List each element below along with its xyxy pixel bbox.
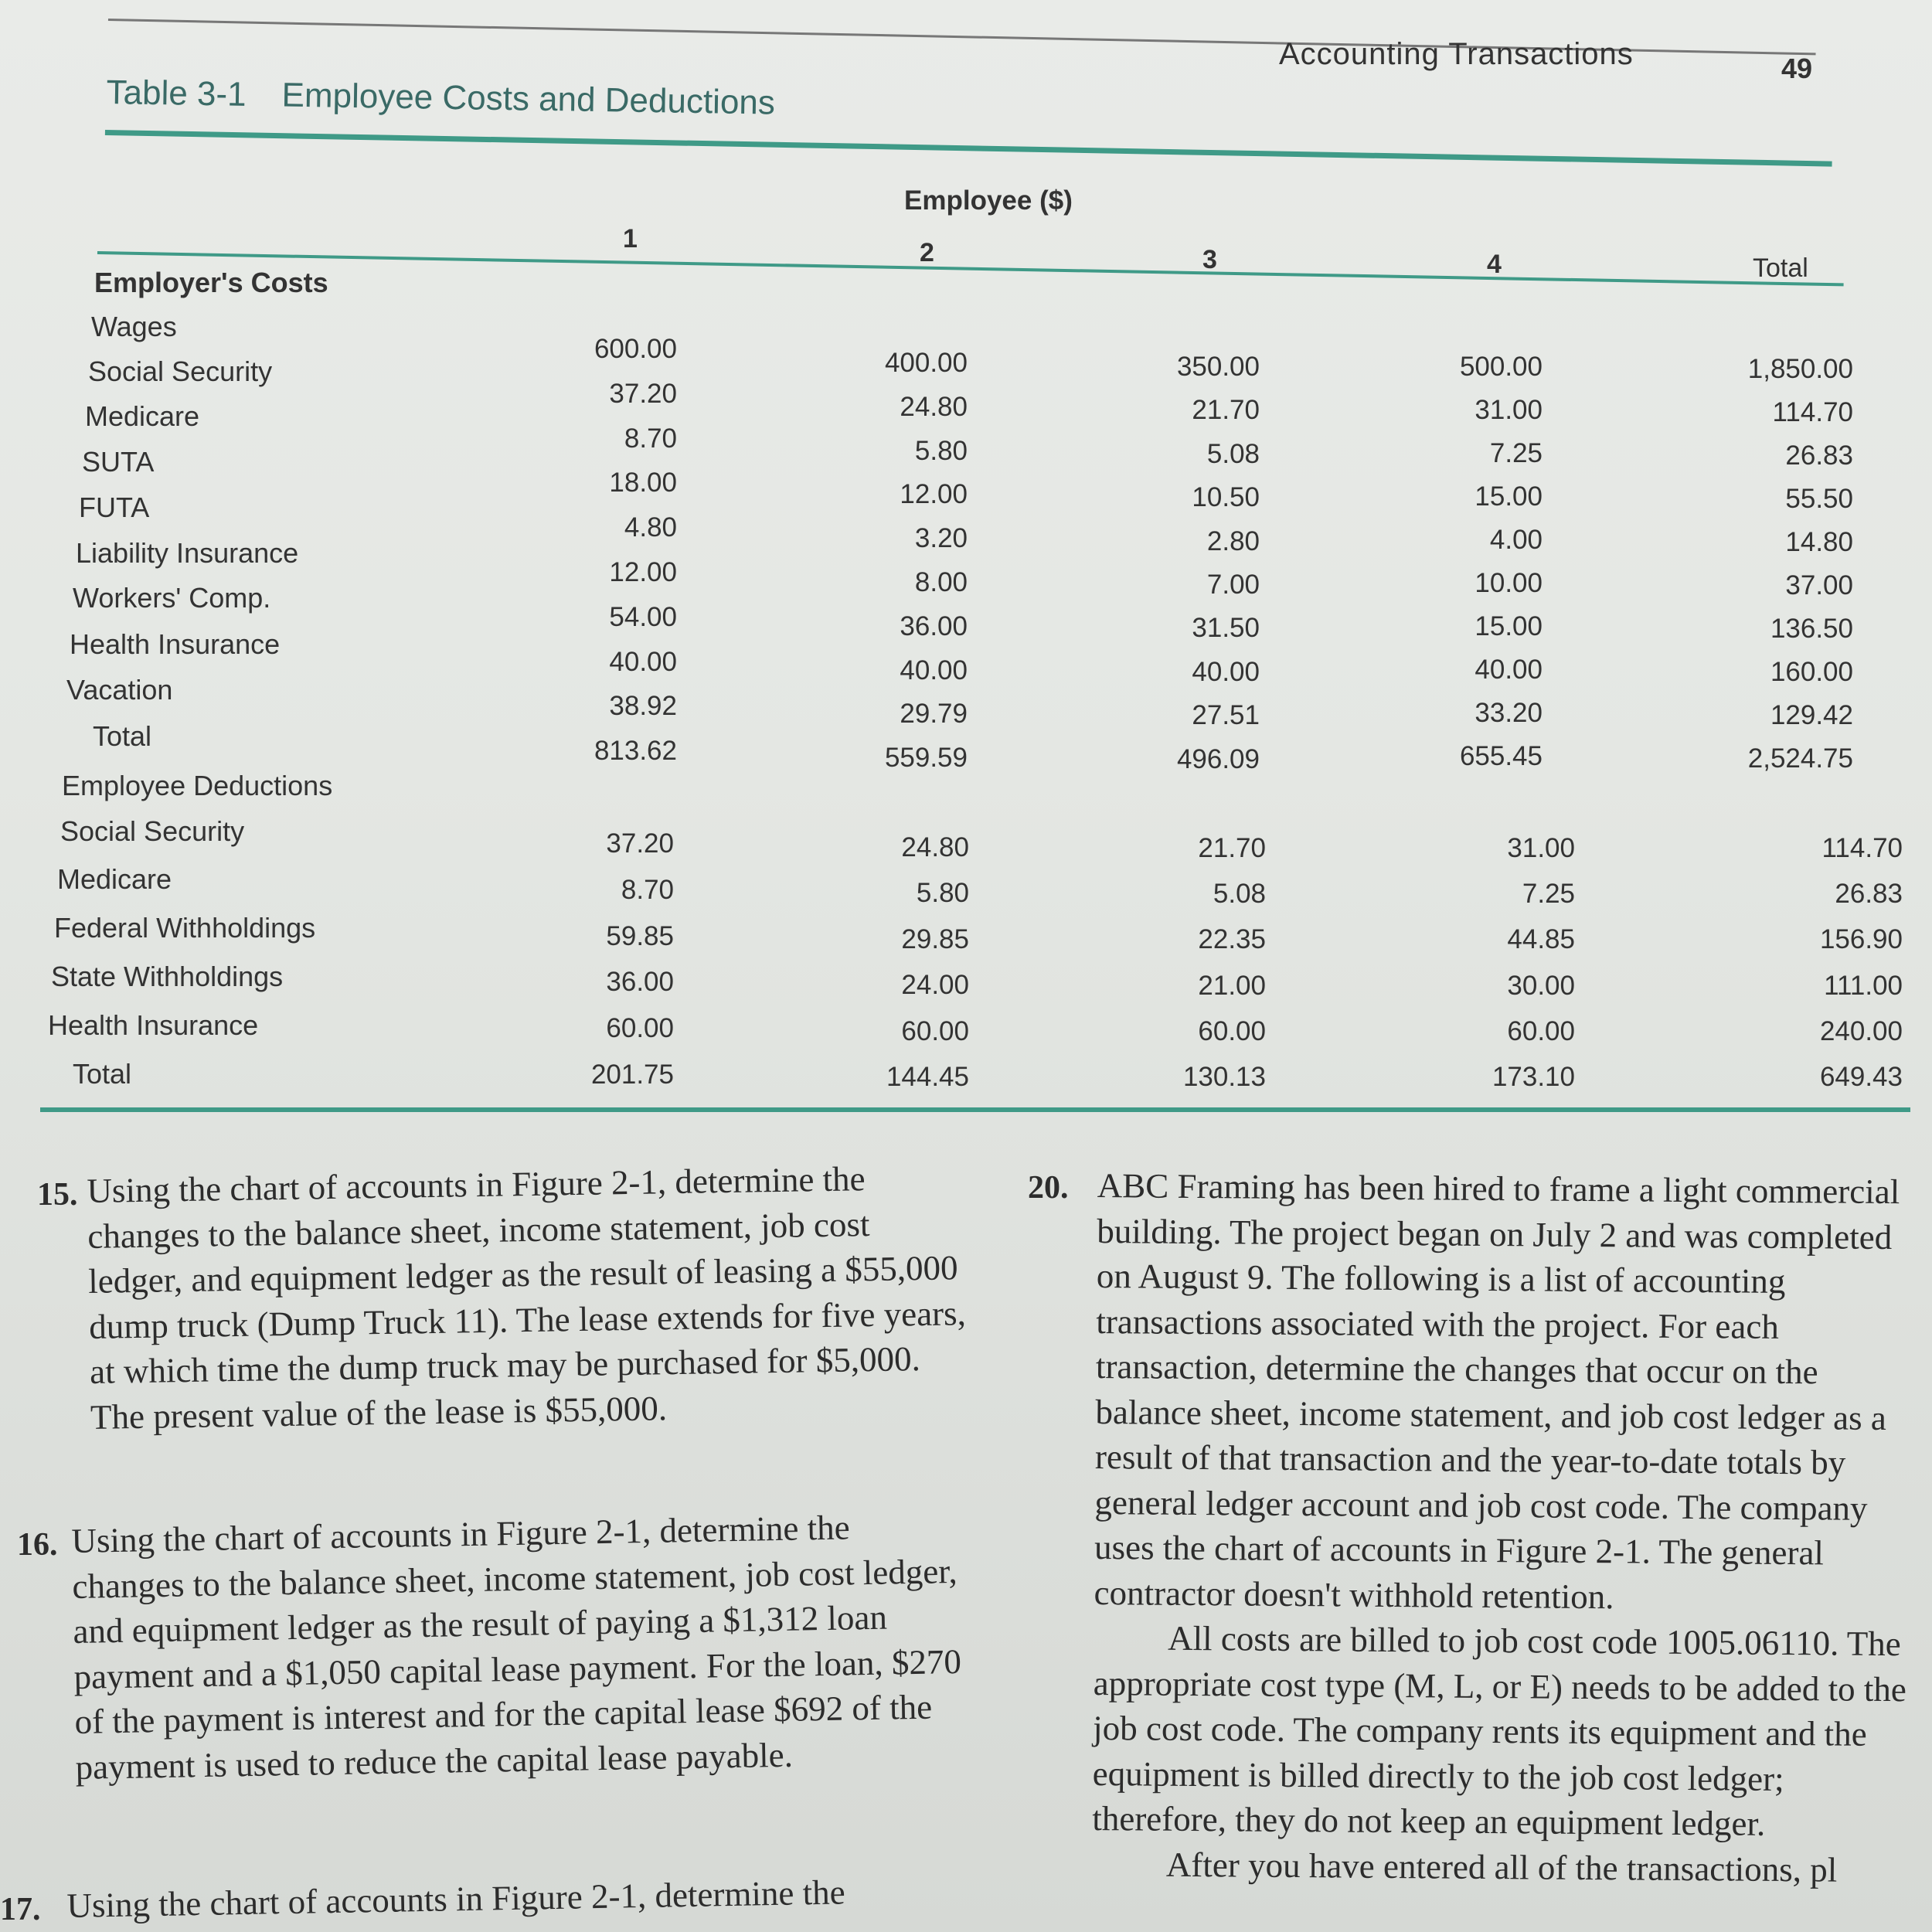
employer-costs-row-label-workers-comp: Workers' Comp. [73,582,271,614]
employee-deductions-cell-health-insurance-col-4: 60.00 [1507,1016,1575,1046]
column-header-rule [97,251,1844,286]
employer-costs-cell-health-insurance-col-2: 40.00 [900,655,968,685]
employer-costs-cell-medicare-col-total: 26.83 [1785,440,1853,471]
employer-costs-cell-vacation-col-3: 27.51 [1192,700,1260,730]
employer-costs-cell-liability-insurance-col-total: 37.00 [1785,570,1853,600]
employee-deductions-cell-state-withholdings-col-2: 24.00 [901,970,969,1000]
employer-costs-cell-medicare-col-1: 8.70 [624,423,677,454]
employee-deductions-cell-medicare-col-1: 8.70 [621,875,674,905]
employer-costs-row-label-suta: SUTA [82,446,155,478]
employer-costs-cell-suta-col-4: 15.00 [1475,481,1543,512]
employer-costs-cell-vacation-col-4: 33.20 [1475,698,1543,728]
employee-deductions-cell-medicare-col-total: 26.83 [1835,879,1903,909]
employee-deductions-row-label-total: Total [73,1058,132,1090]
exercise-20-number: 20. [1028,1170,1069,1206]
employer-costs-cell-wages-col-1: 600.00 [594,334,677,364]
employer-costs-cell-futa-col-2: 3.20 [914,523,968,553]
column-header-3: 3 [1202,245,1217,274]
employee-deductions-cell-total-col-2: 144.45 [886,1062,969,1092]
employee-deductions-cell-federal-withholdings-col-2: 29.85 [901,924,969,954]
exercise-17-text: Using the chart of accounts in Figure 2-1, determine the [66,1872,846,1925]
employee-deductions-cell-federal-withholdings-col-4: 44.85 [1507,924,1575,954]
employee-deductions-cell-health-insurance-col-2: 60.00 [901,1016,969,1046]
employer-costs-cell-suta-col-2: 12.00 [900,479,968,509]
column-header-1: 1 [623,224,638,253]
employer-costs-cell-wages-col-total: 1,850.00 [1747,354,1853,384]
page-number: 49 [1781,53,1813,84]
employee-deductions-cell-medicare-col-2: 5.80 [916,878,969,908]
employee-group-header: Employee ($) [904,185,1073,216]
exercise-17 [66,1868,971,1929]
employee-deductions-cell-social-security-col-total: 114.70 [1821,833,1903,863]
employee-deductions-cell-medicare-col-3: 5.08 [1213,879,1266,909]
running-header-title: Accounting Transactions [1279,37,1634,71]
employer-costs-row-label-futa: FUTA [79,492,150,523]
employer-costs-cell-futa-col-1: 4.80 [624,512,677,543]
employee-deductions-cell-health-insurance-col-3: 60.00 [1198,1016,1266,1046]
employer-costs-cell-wages-col-2: 400.00 [884,348,968,378]
exercise-20-paragraph-3: After you have entered all of the transactions, pl [1165,1845,1838,1889]
employer-costs-cell-medicare-col-4: 7.25 [1489,438,1543,468]
column-header-2: 2 [920,238,934,267]
employee-deductions-cell-total-col-total: 649.43 [1819,1062,1903,1092]
employee-deductions-cell-health-insurance-col-1: 60.00 [606,1013,674,1043]
table-caption-title: Employee Costs and Deductions [281,76,776,122]
employer-costs-cell-wages-col-4: 500.00 [1459,352,1543,382]
section-title-employer-costs: Employer's Costs [94,267,328,298]
employer-costs-cell-futa-col-3: 2.80 [1206,526,1260,556]
employer-costs-cell-social-security-col-3: 21.70 [1192,395,1260,425]
column-header-total: Total [1753,253,1808,283]
employee-deductions-cell-social-security-col-3: 21.70 [1198,833,1266,863]
employer-costs-cell-health-insurance-col-3: 40.00 [1192,657,1260,687]
employee-deductions-row-label-social-security: Social Security [60,815,245,847]
employer-costs-cell-suta-col-1: 18.00 [609,468,677,498]
employer-costs-cell-total-col-2: 559.59 [884,743,968,773]
employee-deductions-row-label-medicare: Medicare [57,863,172,895]
employer-costs-row-label-health-insurance: Health Insurance [70,628,281,660]
exercise-17-number: 17. [0,1892,41,1927]
exercise-16 [71,1503,972,1790]
employer-costs-cell-workers-comp-col-total: 136.50 [1770,614,1853,644]
exercise-16-number: 16. [17,1527,58,1563]
employer-costs-cell-social-security-col-2: 24.80 [900,392,968,422]
caption-rule [105,130,1832,167]
exercise-20 [1092,1163,1928,1893]
employer-costs-cell-workers-comp-col-1: 54.00 [609,602,677,632]
table-caption-number: Table 3-1 [106,73,247,114]
employer-costs-cell-futa-col-total: 14.80 [1785,527,1853,557]
employer-costs-cell-liability-insurance-col-1: 12.00 [609,557,677,587]
table-bottom-rule [40,1107,1910,1112]
table-caption [106,73,775,123]
employer-costs-cell-futa-col-4: 4.00 [1489,525,1543,555]
exercise-20-paragraph-1: ABC Framing has been hired to frame a light commercial building. The project began on July 2 and was completed on August 9. The following is a list of accounting transactions associated with the project. For each transaction, determine the changes that occur on the balance sheet, income statement, and job cost ledger as a result of that transaction and the year-to-date totals by general ledger account and job cost code. The company uses the chart of accounts in Figure 2-1. The general contractor doesn't withhold retention. [1094,1165,1900,1616]
employer-costs-cell-health-insurance-col-4: 40.00 [1475,655,1543,685]
employer-costs-cell-workers-comp-col-2: 36.00 [900,611,968,641]
employee-deductions-row-label-health-insurance: Health Insurance [48,1009,259,1041]
employer-costs-cell-total-col-4: 655.45 [1459,741,1543,771]
column-header-4: 4 [1487,250,1502,279]
employer-costs-cell-vacation-col-total: 129.42 [1770,700,1853,730]
employee-deductions-row-label-federal-withholdings: Federal Withholdings [54,912,316,944]
employer-costs-cell-liability-insurance-col-3: 7.00 [1206,570,1260,600]
exercise-15 [87,1155,970,1440]
exercise-16-text: Using the chart of accounts in Figure 2-1, determine the changes to the balance sheet, income statement, job cost ledger, and equipment ledger as the result of paying a $1,312 loan payment and a $1,050 capital lease payment. For the loan, $270 of the payment is interest and for the capital lease $692 of the payment is used to reduce the capital lease payable. [71,1508,962,1787]
employer-costs-cell-social-security-col-total: 114.70 [1772,397,1853,427]
employer-costs-row-label-vacation: Vacation [66,674,173,706]
employer-costs-cell-medicare-col-3: 5.08 [1206,439,1260,469]
employer-costs-cell-vacation-col-1: 38.92 [609,691,677,721]
employer-costs-cell-total-col-1: 813.62 [594,736,677,766]
employer-costs-cell-medicare-col-2: 5.80 [914,436,968,466]
employee-deductions-cell-federal-withholdings-col-1: 59.85 [606,921,674,951]
employee-deductions-cell-state-withholdings-col-1: 36.00 [606,967,674,997]
employee-deductions-cell-medicare-col-4: 7.25 [1522,879,1575,909]
employee-deductions-cell-state-withholdings-col-total: 111.00 [1824,971,1903,1001]
employer-costs-cell-total-col-total: 2,524.75 [1747,743,1853,774]
employer-costs-row-label-liability-insurance: Liability Insurance [76,537,299,569]
exercise-15-number: 15. [37,1177,78,1213]
employee-deductions-cell-state-withholdings-col-4: 30.00 [1507,971,1575,1001]
employee-deductions-cell-federal-withholdings-col-total: 156.90 [1819,924,1903,954]
employer-costs-cell-workers-comp-col-3: 31.50 [1192,613,1260,643]
employee-deductions-cell-social-security-col-1: 37.20 [606,828,674,859]
section-title-employee-deductions: Employee Deductions [62,770,333,801]
employee-deductions-cell-total-col-3: 130.13 [1182,1062,1266,1092]
employer-costs-cell-health-insurance-col-1: 40.00 [609,647,677,677]
employer-costs-cell-suta-col-total: 55.50 [1785,484,1853,514]
employee-deductions-row-label-state-withholdings: State Withholdings [51,961,284,992]
employee-deductions-cell-health-insurance-col-total: 240.00 [1819,1016,1903,1046]
employer-costs-row-label-total: Total [93,720,152,752]
employee-deductions-cell-state-withholdings-col-3: 21.00 [1198,971,1266,1001]
employer-costs-cell-workers-comp-col-4: 15.00 [1475,611,1543,641]
employee-deductions-cell-social-security-col-2: 24.80 [901,832,969,862]
employer-costs-cell-health-insurance-col-total: 160.00 [1770,657,1853,687]
employee-deductions-cell-social-security-col-4: 31.00 [1507,833,1575,863]
employer-costs-row-label-social-security: Social Security [88,355,273,387]
employer-costs-cell-total-col-3: 496.09 [1176,744,1260,774]
exercise-15-text: Using the chart of accounts in Figure 2-1, determine the changes to the balance sheet, income statement, job cost ledger, and equipment ledger as the result of leasing a $55,000 dump truck (Dump Truck 11). The lease extends for five years, at which time the dump truck may be purchased for $5,000. The present value of the lease is $55,000. [87,1159,967,1437]
employer-costs-cell-social-security-col-1: 37.20 [609,379,677,409]
employer-costs-row-label-medicare: Medicare [85,400,200,432]
employer-costs-cell-wages-col-3: 350.00 [1176,352,1260,382]
employee-deductions-cell-federal-withholdings-col-3: 22.35 [1198,924,1266,954]
employer-costs-cell-vacation-col-2: 29.79 [900,699,968,729]
employer-costs-cell-social-security-col-4: 31.00 [1475,395,1543,425]
employer-costs-cell-liability-insurance-col-2: 8.00 [914,567,968,597]
employee-deductions-cell-total-col-1: 201.75 [590,1060,674,1090]
employee-deductions-cell-total-col-4: 173.10 [1492,1062,1575,1092]
employer-costs-cell-suta-col-3: 10.50 [1192,482,1260,512]
employer-costs-row-label-wages: Wages [91,311,177,342]
exercise-20-paragraph-2: All costs are billed to job cost code 1005.06110. The appropriate cost type (M, L, or E) needs to be added to the job cost code. The company rents its equipment and the equipment is billed directly to the job cost ledger; therefore, they do not keep an equipment ledger. [1092,1618,1907,1843]
employer-costs-cell-liability-insurance-col-4: 10.00 [1475,568,1543,598]
